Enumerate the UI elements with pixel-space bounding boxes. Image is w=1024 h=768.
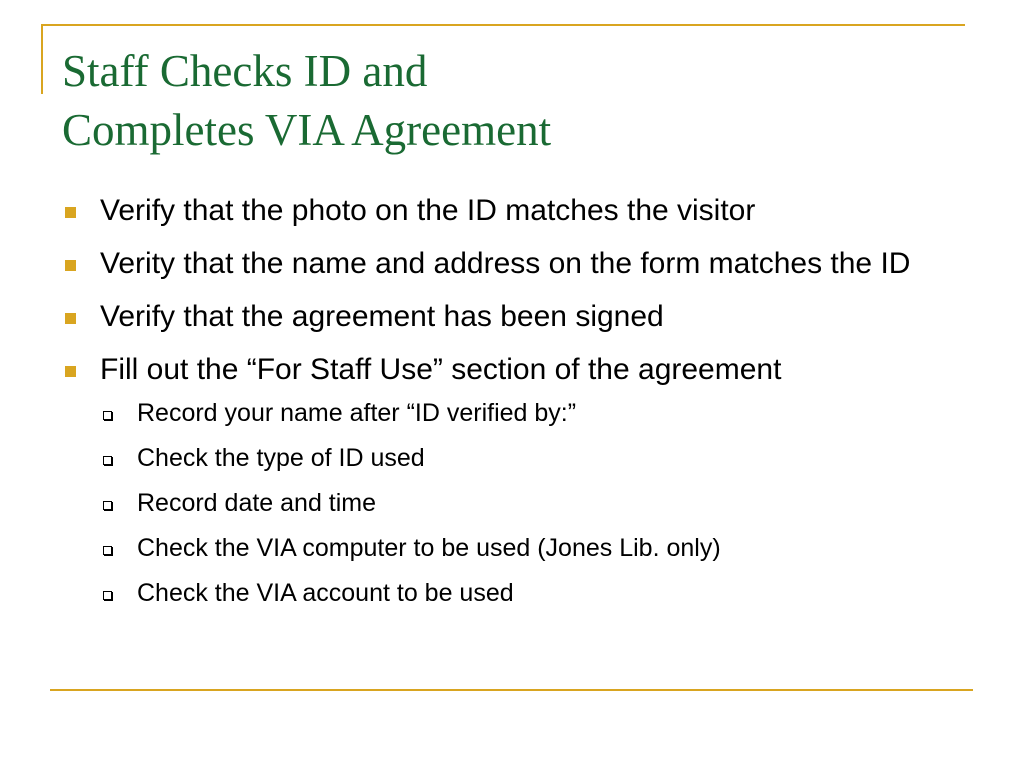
square-bullet-icon [65, 313, 76, 324]
bullet-item [62, 188, 962, 233]
square-bullet-icon [65, 260, 76, 271]
sub-bullet-text: Check the VIA account to be used [137, 579, 514, 607]
sub-bullet-item [62, 395, 962, 432]
hollow-square-bullet-icon [103, 546, 112, 555]
bullet-list [62, 188, 962, 620]
sub-bullet-text: Record your name after “ID verified by:” [137, 399, 577, 427]
frame-bottom-rule [50, 689, 973, 691]
frame-top-rule [41, 24, 965, 26]
bullet-text: Verify that the photo on the ID matches the visitor [100, 194, 756, 227]
sub-bullet-item [62, 485, 962, 522]
hollow-square-bullet-icon [103, 411, 112, 420]
hollow-square-bullet-icon [103, 501, 112, 510]
bullet-text: Fill out the “For Staff Use” section of the agreement [100, 353, 782, 386]
sub-bullet-text: Check the type of ID used [137, 444, 425, 472]
slide-title [62, 42, 551, 160]
sub-bullet-text: Check the VIA computer to be used (Jones Lib. only) [137, 534, 721, 562]
sub-bullet-item [62, 575, 962, 612]
bullet-text: Verify that the agreement has been signed [100, 300, 664, 333]
bullet-item [62, 241, 962, 286]
square-bullet-icon [65, 366, 76, 377]
hollow-square-bullet-icon [103, 456, 112, 465]
bullet-item [62, 294, 962, 339]
hollow-square-bullet-icon [103, 591, 112, 600]
frame-left-rule [41, 24, 43, 94]
bullet-item [62, 347, 962, 392]
sub-bullet-item [62, 530, 962, 567]
slide-title-line-2: Completes VIA Agreement [62, 105, 552, 155]
square-bullet-icon [65, 207, 76, 218]
bullet-text: Verity that the name and address on the form matches the ID [100, 247, 911, 280]
slide-title-line-1: Staff Checks ID and [62, 46, 428, 96]
sub-bullet-item [62, 440, 962, 477]
sub-bullet-text: Record date and time [137, 489, 377, 517]
